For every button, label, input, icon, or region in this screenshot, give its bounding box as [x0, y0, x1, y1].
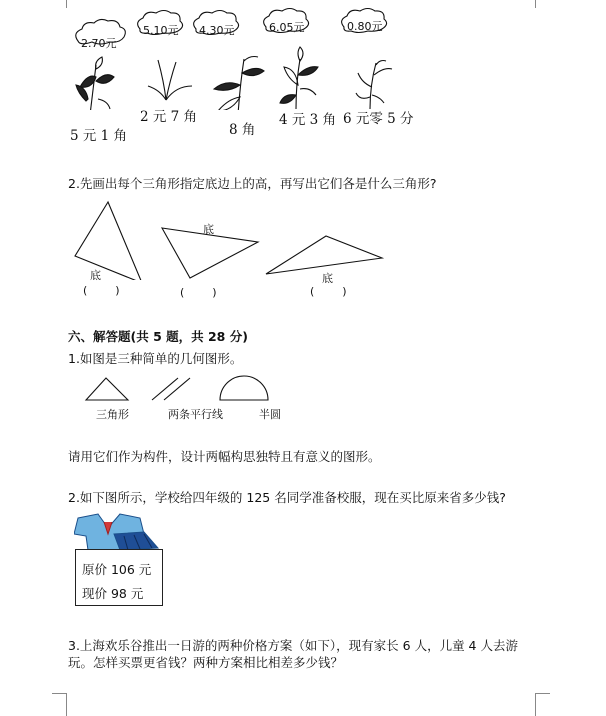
- shape-label-semicircle: 半圆: [259, 408, 281, 421]
- shape-parallel-line-1: [152, 378, 178, 400]
- corner-mark-top-right: [535, 0, 550, 8]
- plant-5: [356, 61, 392, 110]
- shape-triangle: [86, 378, 128, 400]
- triangle-1: [75, 202, 142, 280]
- shape-label-triangle: 三角形: [96, 408, 129, 421]
- current-price: 现价 98 元: [82, 586, 144, 601]
- triangle-2-answer-blank[interactable]: ( ): [180, 286, 217, 299]
- plant-label-2: 2 元 7 角: [140, 109, 198, 125]
- section-6-question-1: 1.如图是三种简单的几何图形。: [68, 351, 243, 366]
- question-2-triangles: 2.先画出每个三角形指定底边上的高，再写出它们各是什么三角形?: [68, 176, 437, 191]
- plants-illustration: [60, 5, 440, 110]
- geometry-shapes-figure: [80, 372, 280, 404]
- price-tag-3: 4.30元: [199, 24, 235, 37]
- price-tag-4: 6.05元: [269, 21, 305, 34]
- plant-4: [280, 47, 318, 109]
- section-6-question-3-line-2: 玩。怎样买票更省钱？两种方案相比相差多少钱？: [68, 655, 344, 670]
- plant-label-1: 5 元 1 角: [70, 128, 128, 144]
- plant-label-3: 8 角: [229, 122, 256, 138]
- price-box: [75, 549, 163, 606]
- shape-label-parallel-lines: 两条平行线: [168, 408, 223, 421]
- plant-label-4: 4 元 3 角: [279, 112, 337, 128]
- section-6-question-2: 2.如下图所示，学校给四年级的 125 名同学准备校服，现在买比原来省多少钱?: [68, 490, 506, 505]
- plant-label-5: 6 元零 5 分: [343, 111, 414, 127]
- triangles-figure: [70, 200, 390, 280]
- triangle-3: [266, 236, 382, 274]
- corner-mark-bottom-left: [52, 693, 67, 716]
- triangle-3-base-label: 底: [322, 272, 333, 285]
- original-price: 原价 106 元: [82, 562, 152, 577]
- plant-2: [148, 60, 192, 100]
- section-6-title: 六、解答题(共 5 题，共 28 分): [68, 329, 248, 344]
- triangle-2-base-label: 底: [203, 223, 214, 236]
- triangle-1-answer-blank[interactable]: ( ): [83, 284, 120, 297]
- price-tag-1: 2.70元: [81, 37, 117, 50]
- triangle-1-base-label: 底: [90, 269, 101, 282]
- price-tag-5: 0.80元: [347, 20, 383, 33]
- shape-semicircle: [220, 376, 268, 400]
- plant-1: [76, 57, 114, 110]
- corner-mark-bottom-right: [535, 693, 550, 716]
- shape-parallel-line-2: [164, 378, 190, 400]
- section-6-question-3-line-1: 3.上海欢乐谷推出一日游的两种价格方案（如下），现有家长 6 人，儿童 4 人去游: [68, 638, 518, 653]
- triangle-3-answer-blank[interactable]: ( ): [310, 285, 347, 298]
- plant-3: [214, 57, 264, 111]
- school-uniform-illustration: [74, 512, 164, 550]
- section-6-question-1-task: 请用它们作为构件，设计两幅构思独特且有意义的图形。: [68, 449, 381, 464]
- price-tag-2: 5.10元: [143, 24, 179, 37]
